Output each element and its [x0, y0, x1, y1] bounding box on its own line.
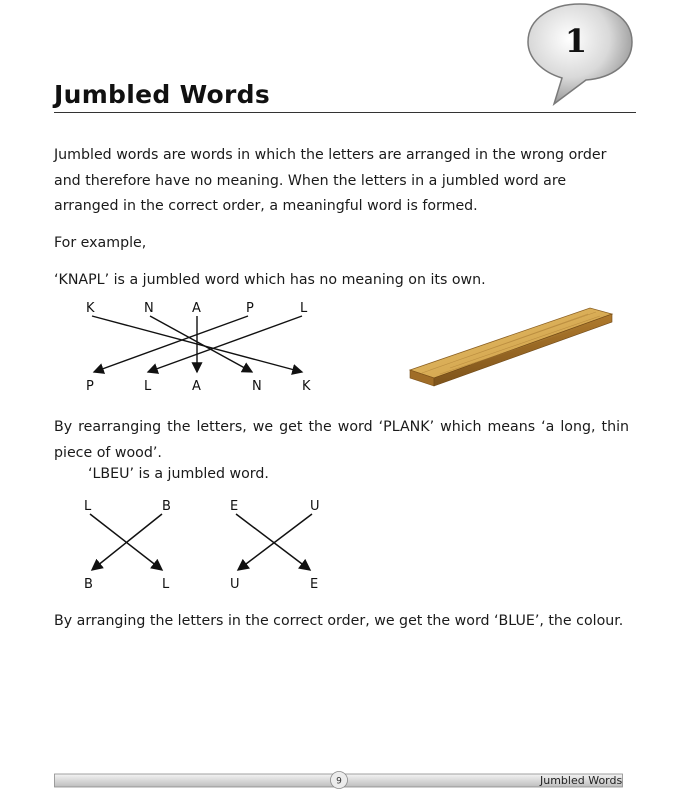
- lbeu-diagram: [80, 494, 340, 594]
- for-example-text: For example,: [54, 235, 147, 251]
- top-letter-k: K: [86, 301, 95, 316]
- top-letter-n: N: [144, 301, 154, 316]
- bottom-letter-b: B: [84, 577, 93, 592]
- bottom-letter-k: K: [302, 379, 311, 394]
- top-letter-l: L: [300, 301, 308, 316]
- arrow-e: [236, 514, 310, 570]
- chapter-number: 1: [564, 22, 588, 60]
- bottom-letter-n: N: [252, 379, 262, 394]
- bottom-letter-a: A: [192, 379, 201, 394]
- footer-bar: [54, 771, 623, 789]
- top-letter-e: E: [230, 499, 239, 514]
- page-title: Jumbled Words: [54, 80, 271, 109]
- arrow-u: [238, 514, 312, 570]
- page-number: 9: [336, 776, 342, 787]
- plank-illustration: [400, 300, 620, 390]
- top-letter-l: L: [84, 499, 92, 514]
- top-letter-b: B: [162, 499, 171, 514]
- top-letter-a: A: [192, 301, 201, 316]
- example2-explanation: By arranging the letters in the correct order, we get the word ‘BLUE’, the colour.: [54, 613, 624, 629]
- bottom-letter-u: U: [230, 577, 240, 592]
- plank-top: [410, 308, 612, 378]
- footer-label: Jumbled Words: [540, 774, 623, 787]
- bottom-letter-p: P: [86, 379, 94, 394]
- title-underline: [54, 112, 636, 113]
- top-letter-u: U: [310, 499, 320, 514]
- example2-statement: ‘LBEU’ is a jumbled word.: [88, 466, 269, 482]
- chapter-badge: [524, 0, 636, 108]
- example1-statement: ‘KNAPL’ is a jumbled word which has no meaning on its own.: [54, 272, 486, 288]
- intro-paragraph: Jumbled words are words in which the letters are arranged in the wrong order and therefore have no meaning. When the letters in a jumbled word are arranged in the correct order, a meaningful word is formed.: [54, 147, 607, 214]
- bottom-letter-l: L: [144, 379, 152, 394]
- bottom-letter-e: E: [310, 577, 319, 592]
- top-letter-p: P: [246, 301, 254, 316]
- arrow-n: [150, 316, 252, 372]
- example1-explanation: By rearranging the letters, we get the word ‘PLANK’ which means ‘a long, thin piece of wood’.: [54, 419, 629, 461]
- bottom-letter-l: L: [162, 577, 170, 592]
- knapl-diagram: [54, 296, 354, 396]
